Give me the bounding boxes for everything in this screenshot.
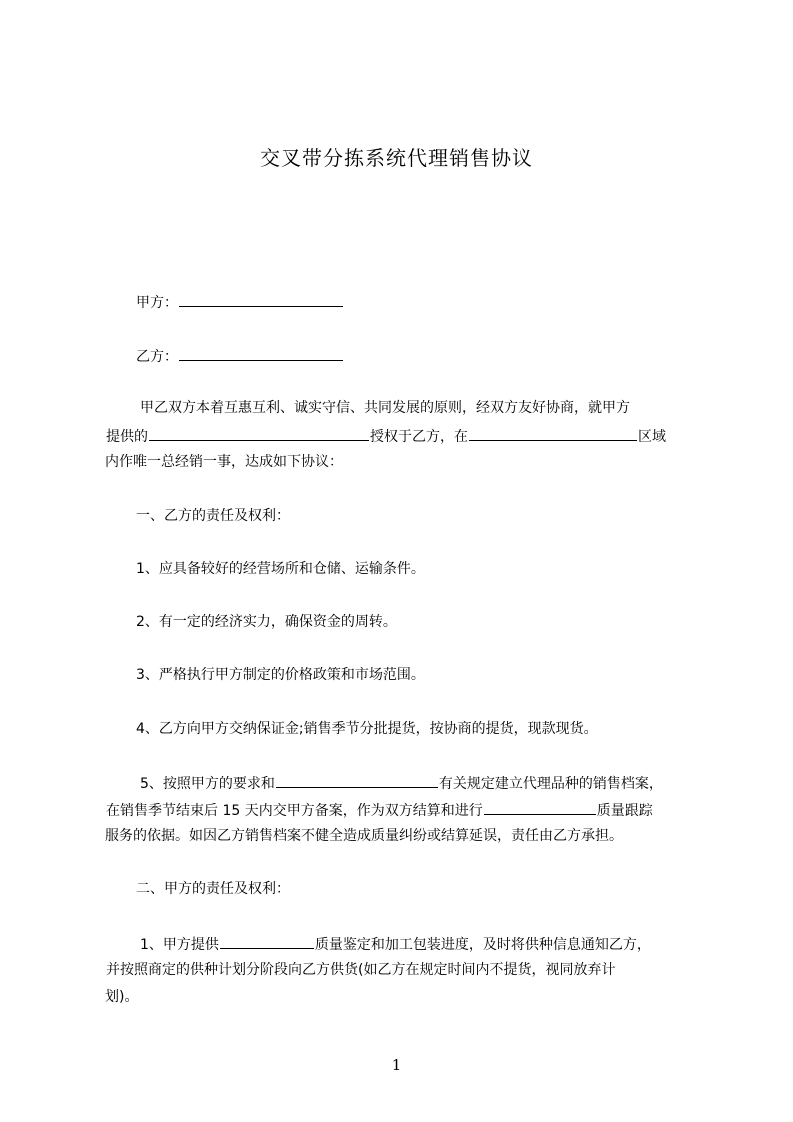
region-blank: [469, 426, 637, 441]
section2-item1-line-2: 并按照商定的供种计划分阶段向乙方供货(如乙方在规定时间内不提货，视同放弃计: [106, 962, 616, 978]
section1-item2: 2、有一定的经济实力，确保资金的周转。: [136, 614, 397, 630]
party-b-line: [136, 346, 344, 366]
supply-blank: [220, 934, 314, 949]
intro-line-2: 提供的 授权于乙方，在 区域: [106, 426, 793, 446]
section1-item1: 1、应具备较好的经营场所和仓储、运输条件。: [136, 561, 425, 577]
party-b-label: 乙方：: [136, 349, 178, 365]
section1-item4: 4、乙方向甲方交纳保证金;销售季节分批提货，按协商的提货，现款现货。: [136, 721, 598, 737]
regulation-blank: [276, 773, 438, 788]
section1-item5-line-3: 服务的依据。如因乙方销售档案不健全造成质量纠纷或结算延误，责任由乙方承担。: [105, 828, 623, 844]
party-a-label: 甲方：: [136, 295, 178, 311]
section2-item1-line-3: 划)。: [105, 989, 139, 1005]
intro-line-1: 甲乙双方本着互惠互利、诚实守信、共同发展的原则，经双方友好协商，就甲方: [140, 400, 630, 416]
party-a-blank: [179, 292, 343, 307]
section1-heading: 一、乙方的责任及权利：: [136, 508, 290, 524]
quality-blank: [484, 800, 596, 815]
section1-item3: 3、严格执行甲方制定的价格政策和市场范围。: [136, 667, 425, 683]
intro-line-3: 内作唯一总经销一事，达成如下协议：: [105, 454, 343, 470]
party-a-line: [136, 292, 344, 312]
section1-item5-line-1: 5、按照甲方的要求和 有关规定建立代理品种的销售档案，: [140, 773, 793, 793]
section2-heading: 二、甲方的责任及权利：: [136, 881, 290, 897]
page-number: 1: [391, 1056, 402, 1074]
section1-item5-line-2: 在销售季节结束后 15 天内交甲方备案，作为双方结算和进行 质量跟踪: [106, 800, 793, 820]
section2-item1-line-1: 1、甲方提供 质量鉴定和加工包装进度，及时将供种信息通知乙方，: [140, 934, 651, 954]
party-b-blank: [179, 346, 343, 361]
document-title: 交叉带分拣系统代理销售协议: [260, 146, 533, 170]
product-blank: [149, 426, 369, 441]
